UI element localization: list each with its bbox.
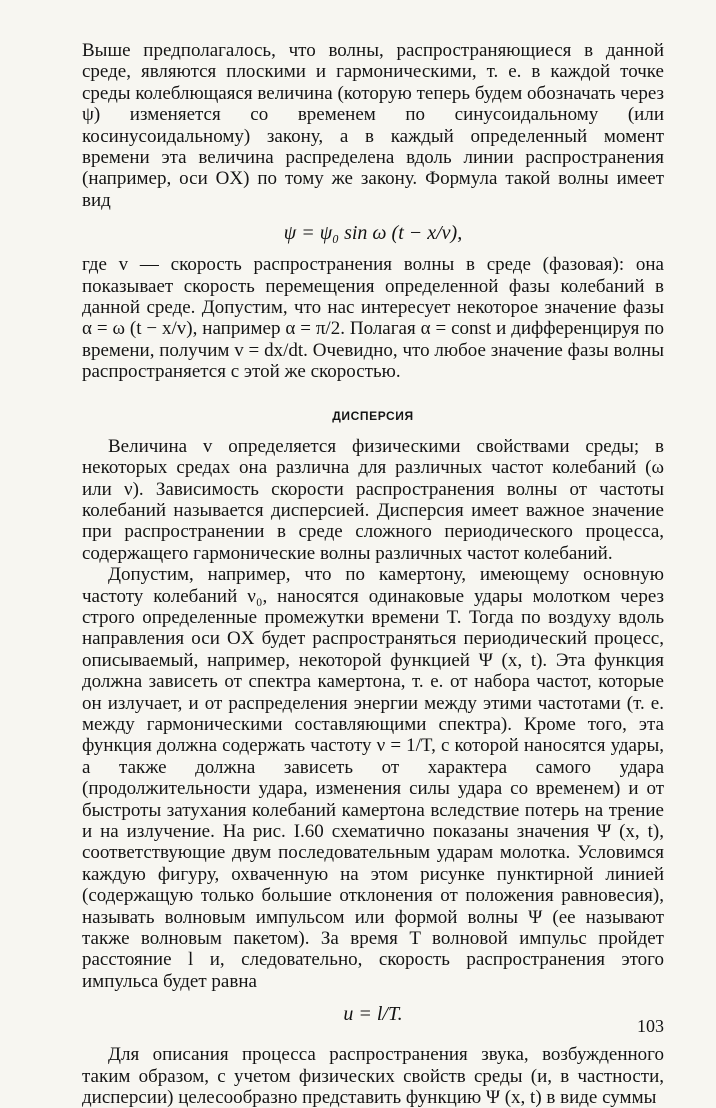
paragraph-phase-velocity: где v — скорость распространения волны в среде (фазовая): она показывает скорость перемещения определенной фазы колебаний в данной среде. Допустим, что нас интересует некоторое значение фазы α = ω (t − x/v), например α = π/2. Полагая α = const и дифференцируя по времени, получим v = dx/dt. Очевидно, что любое значение фазы волны распространяется с этой же скоростью.	[82, 254, 664, 383]
paragraph-dispersion-definition: Величина v определяется физическими свойствами среды; в некоторых средах она различна для различных частот колебаний (ω или ν). Зависимость скорости распространения волны от частоты колебаний называется дисперсией. Дисперсия имеет важное значение при распространении в среде сложного периодического процесса, содержащего гармонические волны различных частот колебаний.	[82, 435, 664, 564]
page-number: 103	[637, 1016, 664, 1036]
paragraph-sum-representation: Для описания процесса распространения звука, возбужденного таким образом, с учетом физических свойств среды (и, в частности, дисперсии) целесообразно представить функцию Ψ (x, t) в виде суммы	[82, 1044, 664, 1108]
section-heading: ДИСПЕРСИЯ	[332, 408, 414, 423]
paragraph-tuning-fork-example: Допустим, например, что по камертону, имеющему основную частоту колебаний ν₀, наносятся одинаковые удары молотком через строго определенные промежутки времени T. Тогда по воздуху вдоль направления оси OX будет распространяться периодический процесс, описываемый, например, некоторой функцией Ψ (x, t). Эта функция должна зависеть от спектра камертона, т. е. от набора частот, которые он излучает, и от распределения энергии между этими частотами (т. е. между гармоническими составляющими спектра). Кроме того, эта функция должна содержать частоту ν = 1/T, с которой наносятся удары, а также должна зависеть от характера самого удара (продолжительности удара, изменения силы удара со временем) и от быстроты затухания колебаний камертона вследствие потерь на трение и на излучение. На рис. I.60 схематично показаны значения Ψ (x, t), соответствующие двум последовательным ударам молотка. Условимся каждую фигуру, охваченную на этом рисунке пунктирной линией (содержащую только большие отклонения от положения равновесия), называть волновым импульсом или формой волны Ψ (ее называют также волновым пакетом). За время T волновой импульс пройдет расстояние l и, следовательно, скорость распространения этого импульса будет равна	[82, 564, 664, 992]
paragraph-intro: Выше предполагалось, что волны, распространяющиеся в данной среде, являются плоскими и гармоническими, т. е. в каждой точке среды колеблющаяся величина (которую теперь будем обозначать через ψ) изменяется со временем по синусоидальному (или косинусоидальному) закону, а в каждый определенный момент времени эта величина распределена вдоль линии распространения (например, оси OX) по тому же закону. Формула такой волны имеет вид	[82, 40, 664, 211]
pulse-velocity-formula: u = l/T.	[343, 1003, 403, 1026]
wave-formula: ψ = ψ₀ sin ω (t − x/v),	[283, 222, 463, 245]
